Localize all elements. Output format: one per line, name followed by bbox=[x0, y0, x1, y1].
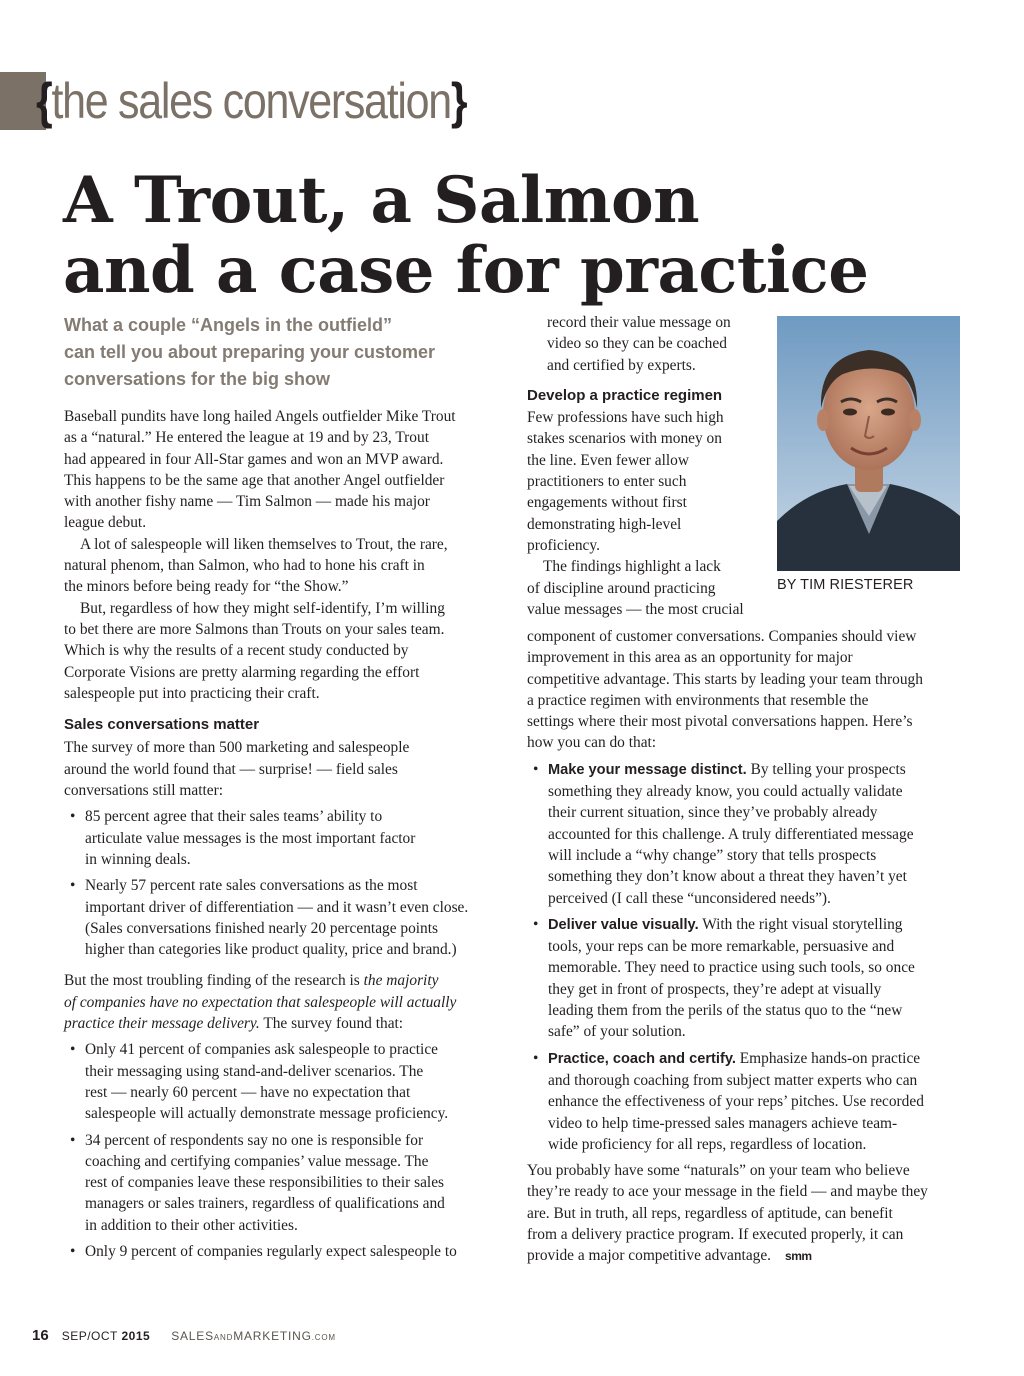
text-line: But, regardless of how they might self-identify, I’m willing bbox=[80, 599, 445, 617]
text-line: rest of companies leave these responsibilities to their sales bbox=[85, 1174, 445, 1192]
text-line: had appeared in four All-Star games and won an MVP award. bbox=[64, 450, 444, 468]
text-line bbox=[64, 970, 504, 991]
text-line: Only 41 percent of companies ask salespeople to practice bbox=[85, 1041, 439, 1059]
list-item bbox=[64, 806, 504, 870]
paragraph bbox=[527, 407, 767, 556]
text-line: accounted for this challenge. A truly differentiated message bbox=[548, 825, 914, 843]
text-line: something they already know, you could actually validate bbox=[548, 783, 903, 801]
magazine-name bbox=[171, 1329, 336, 1343]
list-item bbox=[64, 875, 504, 960]
text-line: A lot of salespeople will liken themselves to Trout, the rare, bbox=[80, 535, 448, 553]
text-line bbox=[527, 1245, 967, 1267]
text-line: something they don’t know about a threat they haven’t yet bbox=[548, 868, 907, 886]
mag-part: .COM bbox=[311, 1333, 336, 1342]
text-line: memorable. They need to practice using such tools, so once bbox=[548, 959, 915, 977]
closing-paragraph bbox=[527, 1160, 967, 1267]
text-line: rest — nearly 60 percent — have no expectation that bbox=[85, 1083, 411, 1101]
text-line: stakes scenarios with money on bbox=[527, 430, 722, 448]
emphasis-text: practice their message delivery. bbox=[64, 1015, 260, 1033]
deck-line: can tell you about preparing your customer bbox=[64, 342, 436, 362]
text-line: demonstrating high-level bbox=[527, 515, 682, 533]
text-line: a practice regimen with environments that resemble the bbox=[527, 691, 869, 709]
text-line: natural phenom, than Salmon, who had to hone his craft in bbox=[64, 557, 425, 575]
bullet-dot: • bbox=[70, 1242, 76, 1260]
text-line: The findings highlight a lack bbox=[543, 558, 721, 576]
text-line: articulate value messages is the most important factor bbox=[85, 829, 416, 847]
text-run: Emphasize hands-on practice bbox=[735, 1049, 921, 1067]
list-item bbox=[64, 1130, 504, 1236]
left-column bbox=[64, 406, 504, 1262]
text-line: leading them from the perils of the status quo to the “new bbox=[548, 1002, 903, 1020]
text-line: and thorough coaching from subject matter experts who can bbox=[548, 1071, 918, 1089]
text-line: improvement in this area as an opportunity for major bbox=[527, 649, 853, 667]
text-line: their messaging using stand-and-deliver scenarios. The bbox=[85, 1062, 424, 1080]
issue-year: 2015 bbox=[121, 1329, 151, 1343]
author-byline: BY TIM RIESTERER bbox=[777, 577, 914, 593]
text-line bbox=[64, 1013, 504, 1034]
text-line: the line. Even fewer allow bbox=[527, 451, 689, 469]
paragraph bbox=[64, 534, 504, 598]
text-line: around the world found that — surprise! — field sales bbox=[64, 760, 398, 778]
bullet-dot: • bbox=[70, 877, 76, 895]
bullet-dot: • bbox=[70, 1041, 76, 1059]
text-line: value messages — the most crucial bbox=[527, 600, 744, 618]
intro-paragraph bbox=[64, 406, 504, 534]
text-line: You probably have some “naturals” on your team who believe bbox=[527, 1162, 910, 1180]
text-line: Corporate Visions are pretty alarming regarding the effort bbox=[64, 663, 420, 681]
mag-part: AND bbox=[213, 1333, 234, 1342]
text-line: coaching and certifying companies’ value message. The bbox=[85, 1152, 429, 1170]
text-line: engagements without first bbox=[527, 494, 687, 512]
article-deck bbox=[64, 312, 504, 393]
text-line: settings where their most pivotal conversations happen. Here’s bbox=[527, 713, 913, 731]
paragraph bbox=[64, 598, 504, 704]
subhead-sales-conversations: Sales conversations matter bbox=[64, 716, 260, 734]
text-line: league debut. bbox=[64, 514, 147, 532]
text-line: practitioners to enter such bbox=[527, 473, 687, 491]
text-line bbox=[548, 759, 967, 781]
paragraph bbox=[527, 626, 967, 754]
list-item bbox=[527, 1048, 967, 1155]
text-line: Few professions have such high bbox=[527, 409, 724, 427]
text-line: with another fishy name — Tim Salmon — made his major bbox=[64, 493, 430, 511]
mag-part: MARKETING bbox=[233, 1329, 312, 1343]
text-line: important driver of differentiation — and it wasn’t even close. bbox=[85, 898, 469, 916]
text-line: safe” of your solution. bbox=[548, 1023, 686, 1041]
issue-date bbox=[62, 1329, 151, 1343]
text-line: in winning deals. bbox=[85, 850, 191, 868]
subhead-practice-regimen: Develop a practice regimen bbox=[527, 386, 723, 404]
bullet-dot: • bbox=[533, 1049, 539, 1067]
text-line: as a “natural.” He entered the league at 19 and by 23, Trout bbox=[64, 429, 429, 447]
text-run: The survey found that: bbox=[259, 1015, 404, 1033]
list-item bbox=[527, 759, 967, 909]
emphasis-text: of companies have no expectation that salespeople will actually bbox=[64, 993, 457, 1011]
text-line: of discipline around practicing bbox=[527, 579, 716, 597]
text-line: and certified by experts. bbox=[547, 356, 696, 374]
text-line: (Sales conversations finished nearly 20 percentage points bbox=[85, 919, 439, 937]
open-brace: { bbox=[36, 73, 52, 129]
text-line: Only 9 percent of companies regularly expect salespeople to bbox=[85, 1242, 457, 1260]
text-line bbox=[64, 992, 504, 1013]
text-run: provide a major competitive advantage. bbox=[527, 1247, 772, 1265]
bullet-dot: • bbox=[533, 915, 539, 933]
text-line: perceived (I call these “unconsidered needs”). bbox=[548, 889, 831, 907]
text-line: will include a “why change” story that tells prospects bbox=[548, 846, 877, 864]
bullet-dot: • bbox=[70, 808, 76, 826]
text-line: conversations still matter: bbox=[64, 782, 224, 800]
bullet-list bbox=[64, 806, 504, 960]
headline-line-1: A Trout, a Salmon bbox=[63, 163, 700, 238]
close-brace: } bbox=[450, 73, 467, 129]
text-line: This happens to be the same age that another Angel outfielder bbox=[64, 471, 445, 489]
text-line: component of customer conversations. Companies should view bbox=[527, 628, 917, 645]
end-mark-logo: smm bbox=[785, 1249, 812, 1264]
text-run: But the most troubling finding of the research is bbox=[64, 972, 364, 990]
text-line: proficiency. bbox=[527, 536, 600, 554]
paragraph bbox=[527, 556, 767, 620]
emphasis-text: the majority bbox=[363, 972, 439, 990]
bullet-list bbox=[64, 1039, 504, 1262]
author-photo bbox=[777, 316, 960, 571]
text-line: Nearly 57 percent rate sales conversations as the most bbox=[85, 877, 418, 895]
text-line: higher than categories like product quality, price and brand.) bbox=[85, 941, 457, 959]
text-line: how you can do that: bbox=[527, 734, 657, 752]
bullet-lead: Make your message distinct. bbox=[548, 761, 747, 778]
article-headline bbox=[63, 163, 869, 308]
text-line: salespeople will actually demonstrate message proficiency. bbox=[85, 1105, 449, 1123]
text-line: 34 percent of respondents say no one is responsible for bbox=[85, 1131, 424, 1149]
text-line: The survey of more than 500 marketing and salespeople bbox=[64, 739, 410, 757]
bullet-lead: Deliver value visually. bbox=[548, 916, 699, 933]
paragraph bbox=[64, 970, 504, 1034]
text-line: they get in front of prospects, they’re adept at visually bbox=[548, 980, 882, 998]
text-line: from a delivery practice program. If executed properly, it can bbox=[527, 1226, 904, 1244]
bullet-lead: Practice, coach and certify. bbox=[548, 1050, 736, 1067]
text-line: video so they can be coached bbox=[547, 335, 727, 353]
continued-paragraph bbox=[527, 312, 767, 376]
list-item bbox=[527, 914, 967, 1043]
right-column-bottom bbox=[527, 626, 967, 1268]
text-line: 85 percent agree that their sales teams’ ability to bbox=[85, 808, 383, 826]
list-item bbox=[64, 1241, 504, 1262]
text-line: the minors before being ready for “the Show.” bbox=[64, 578, 349, 596]
text-line: salespeople put into practicing their craft. bbox=[64, 684, 320, 702]
text-line: competitive advantage. This starts by leading your team through bbox=[527, 670, 923, 688]
text-line: Which is why the results of a recent study conducted by bbox=[64, 642, 409, 660]
section-label: the sales conversation bbox=[51, 73, 451, 129]
text-line: in addition to their other activities. bbox=[85, 1216, 298, 1234]
text-run: With the right visual storytelling bbox=[698, 915, 903, 933]
paragraph bbox=[64, 737, 504, 801]
bullet-list bbox=[527, 759, 967, 1155]
text-line: managers or sales trainers, regardless of qualifications and bbox=[85, 1195, 445, 1213]
page-number: 16 bbox=[32, 1327, 49, 1344]
text-run: By telling your prospects bbox=[746, 760, 906, 778]
section-title bbox=[36, 70, 466, 132]
text-line: their current situation, since they’ve probably already bbox=[548, 804, 878, 822]
text-line: Baseball pundits have long hailed Angels outfielder Mike Trout bbox=[64, 408, 456, 425]
right-column-top bbox=[527, 312, 767, 620]
text-line: tools, your reps can be more remarkable, persuasive and bbox=[548, 938, 895, 956]
mag-part: SALES bbox=[171, 1329, 214, 1343]
text-line bbox=[548, 914, 967, 936]
page-footer bbox=[32, 1327, 336, 1344]
text-line: enhance the effectiveness of your reps’ pitches. Use recorded bbox=[548, 1093, 924, 1111]
text-line: to bet there are more Salmons than Trouts on your sales team. bbox=[64, 620, 445, 638]
text-line: are. But in truth, all reps, regardless of aptitude, can benefit bbox=[527, 1204, 893, 1222]
text-line bbox=[548, 1048, 967, 1070]
text-line: wide proficiency for all reps, regardless of location. bbox=[548, 1135, 867, 1153]
text-line: they’re ready to ace your message in the field — and maybe they bbox=[527, 1183, 928, 1201]
deck-line: What a couple “Angels in the outfield” bbox=[64, 315, 393, 335]
bullet-dot: • bbox=[70, 1131, 76, 1149]
bullet-dot: • bbox=[533, 760, 539, 778]
text-line: record their value message on bbox=[547, 314, 731, 331]
deck-line: conversations for the big show bbox=[64, 369, 331, 389]
headline-line-2: and a case for practice bbox=[63, 233, 869, 308]
list-item bbox=[64, 1039, 504, 1124]
issue-month: SEP/OCT bbox=[61, 1329, 118, 1343]
text-line: video to help time-pressed sales managers achieve team- bbox=[548, 1114, 898, 1132]
